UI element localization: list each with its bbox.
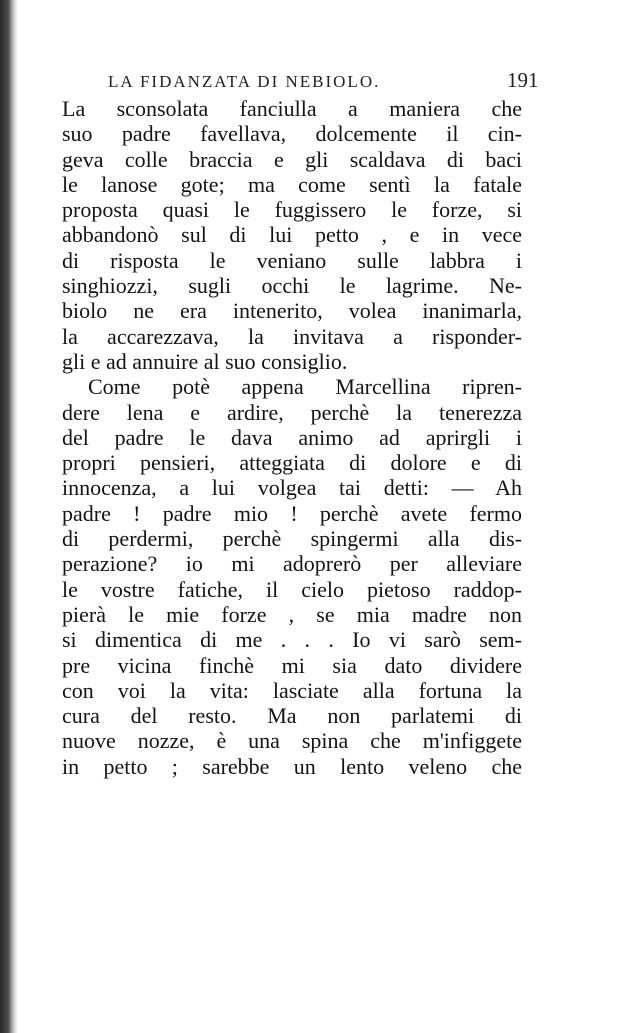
page-number: 191 bbox=[507, 68, 539, 92]
text-line: perazione? io mi adoprerò per alleviare bbox=[62, 551, 522, 577]
text-line: la accarezzava, la invitava a risponder- bbox=[62, 323, 522, 349]
text-line: abbandonò sul di lui petto , e in vece bbox=[62, 222, 522, 248]
text-line: suo padre favellava, dolcemente il cin- bbox=[62, 121, 522, 147]
text-line: pre vicina finchè mi sia dato dividere bbox=[62, 652, 522, 678]
text-line: geva colle braccia e gli scaldava di baci bbox=[62, 146, 522, 172]
text-line: le lanose gote; ma come sentì la fatale bbox=[62, 171, 522, 197]
paragraph-1 bbox=[62, 96, 522, 374]
page-binding-edge bbox=[0, 0, 18, 1033]
text-line: con voi la vita: lasciate alla fortuna la bbox=[62, 677, 522, 703]
text-line: nuove nozze, è una spina che m'infiggete bbox=[62, 728, 522, 754]
text-line: cura del resto. Ma non parlatemi di bbox=[62, 703, 522, 729]
text-line: si dimentica di me . . . Io vi sarò sem- bbox=[62, 627, 522, 653]
text-line: biolo ne era intenerito, volea inanimarla, bbox=[62, 298, 522, 324]
text-line: di risposta le veniano sulle labbra i bbox=[62, 247, 522, 273]
text-line: di perdermi, perchè spingermi alla dis- bbox=[62, 526, 522, 552]
text-line: innocenza, a lui volgea tai detti: — Ah bbox=[62, 475, 522, 501]
text-line: del padre le dava animo ad aprirgli i bbox=[62, 424, 522, 450]
text-line: le vostre fatiche, il cielo pietoso raddop- bbox=[62, 576, 522, 602]
text-line: La sconsolata fanciulla a maniera che bbox=[62, 96, 522, 121]
text-line: Come potè appena Marcellina ripren- bbox=[88, 374, 522, 400]
paragraph-2 bbox=[62, 374, 522, 779]
text-line: singhiozzi, sugli occhi le lagrime. Ne- bbox=[62, 273, 522, 299]
text-line: pierà le mie forze , se mia madre non bbox=[62, 601, 522, 627]
body-text bbox=[62, 96, 522, 779]
text-line: propri pensieri, atteggiata di dolore e di bbox=[62, 450, 522, 476]
text-line: dere lena e ardire, perchè la tenerezza bbox=[62, 399, 522, 425]
text-line: in petto ; sarebbe un lento veleno che bbox=[62, 753, 522, 779]
text-line: gli e ad annuire al suo consiglio. bbox=[62, 348, 348, 374]
running-title: LA FIDANZATA DI NEBIOLO. bbox=[108, 72, 381, 91]
text-line: proposta quasi le fuggissero le forze, si bbox=[62, 197, 522, 223]
text-line: padre ! padre mio ! perchè avete fermo bbox=[62, 500, 522, 526]
